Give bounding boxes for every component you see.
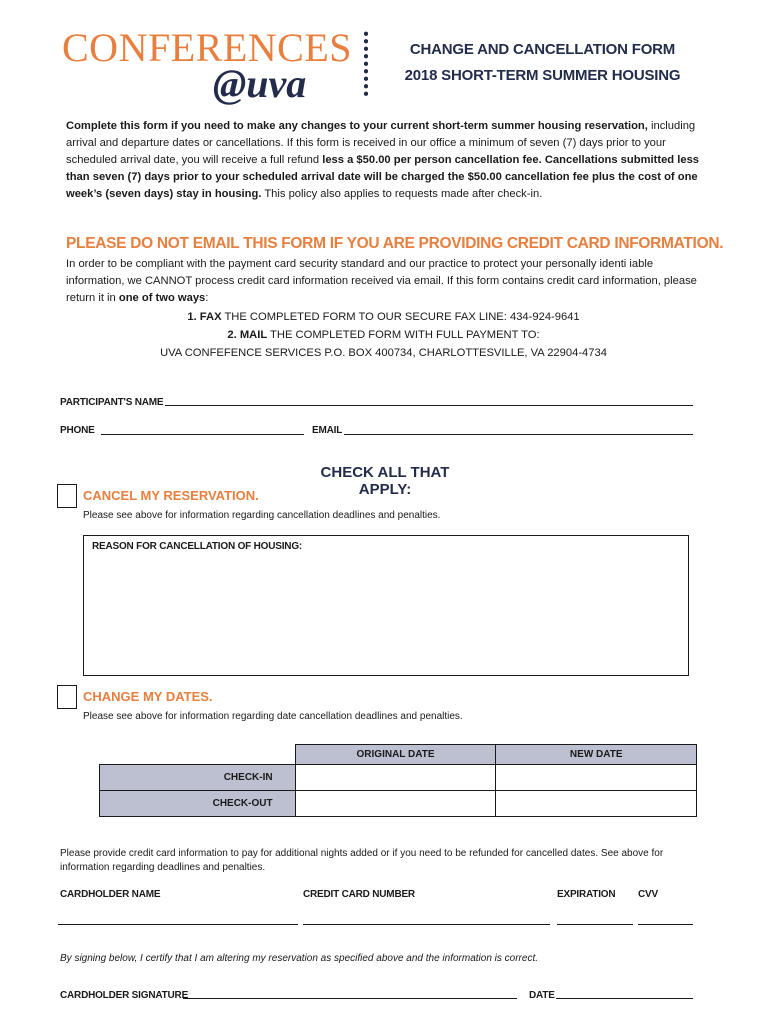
cancel-heading: CANCEL MY RESERVATION. bbox=[83, 488, 259, 503]
email-label: EMAIL bbox=[312, 425, 343, 436]
certification-text: By signing below, I certify that I am altering my reservation as specified above and the information is correct. bbox=[60, 953, 539, 964]
date-change-table bbox=[99, 744, 697, 817]
mail-instruction bbox=[66, 327, 701, 344]
expiration-label: EXPIRATION bbox=[557, 889, 616, 900]
participant-name-field[interactable] bbox=[165, 405, 693, 406]
payment-note: Please provide credit card information to pay for additional nights added or if you need to be refunded for cancelled dates. See above for information regarding deadlines and penalties. bbox=[60, 848, 664, 873]
signature-date-field[interactable] bbox=[556, 998, 693, 999]
checkout-new-field[interactable] bbox=[496, 791, 697, 817]
checkin-original-field[interactable] bbox=[295, 765, 496, 791]
mailing-address: UVA CONFEFENCE SERVICES P.O. BOX 400734, CHARLOTTESVILLE, VA 22904-4734 bbox=[160, 347, 607, 359]
expiration-field[interactable] bbox=[557, 924, 633, 925]
new-date-header: NEW DATE bbox=[496, 745, 697, 765]
policy-text: In order to be compliant with the payment card security standard and our practice to protect your personally identi iable information, we CANNOT process credit card information received via email. If this form contains credit card information, please return it in bbox=[66, 258, 697, 304]
cardholder-name-label: CARDHOLDER NAME bbox=[60, 889, 161, 900]
form-subtitle: 2018 SHORT-TERM SUMMER HOUSING bbox=[404, 67, 681, 84]
mail-bold: 2. MAIL bbox=[227, 329, 268, 341]
cardholder-name-field[interactable] bbox=[58, 924, 298, 925]
change-dates-checkbox[interactable] bbox=[57, 685, 77, 709]
checkout-original-field[interactable] bbox=[295, 791, 496, 817]
original-date-header: ORIGINAL DATE bbox=[295, 745, 496, 765]
fax-bold: 1. FAX bbox=[187, 311, 222, 323]
signature-field[interactable] bbox=[183, 998, 517, 999]
intro-bold-1: Complete this form if you need to make any changes to your current short-term summer housing reservation, bbox=[66, 120, 648, 132]
policy-intro bbox=[66, 118, 701, 203]
email-field[interactable] bbox=[344, 434, 693, 435]
intro-tail: This policy also applies to requests made after check-in. bbox=[261, 188, 543, 200]
form-title: CHANGE AND CANCELLATION FORM bbox=[409, 41, 676, 58]
cvv-field[interactable] bbox=[638, 924, 693, 925]
date-label: DATE bbox=[529, 990, 555, 1001]
fax-instruction bbox=[66, 309, 701, 326]
signature-label: CARDHOLDER SIGNATURE bbox=[60, 990, 189, 1001]
participant-name-label: PARTICIPANT'S NAME bbox=[60, 397, 164, 408]
logo-conferences: CONFERENCES bbox=[62, 25, 352, 70]
intro-text-1: including arrival and departure dates or cancellations. If this form is received in our office a minimum of seven (7) days prior to your scheduled arrival date, you will receive a full refund bbox=[66, 120, 696, 166]
checkin-new-field[interactable] bbox=[496, 765, 697, 791]
mail-text: THE COMPLETED FORM WITH FULL PAYMENT TO: bbox=[267, 329, 540, 341]
phone-label: PHONE bbox=[60, 425, 95, 436]
checkin-label: CHECK-IN bbox=[100, 765, 296, 791]
intro-bold-2: less a $50.00 per person cancellation fee. Cancellations submitted less than seven (7) days prior to your scheduled arrival date will be charged the $50.00 cancellation fee plus the cost of one week’s (seven days) stay in housing. bbox=[66, 154, 700, 200]
cancel-note: Please see above for information regarding cancellation deadlines and penalties. bbox=[83, 510, 441, 521]
reason-label: REASON FOR CANCELLATION OF HOUSING: bbox=[92, 541, 303, 552]
dotted-divider bbox=[363, 30, 369, 98]
fax-text: THE COMPLETED FORM TO OUR SECURE FAX LINE: 434-924-9641 bbox=[221, 311, 580, 323]
cancellation-reason-textarea[interactable] bbox=[83, 535, 689, 676]
change-note: Please see above for information regarding date cancellation deadlines and penalties. bbox=[83, 711, 463, 722]
policy-bold: one of two ways bbox=[118, 292, 206, 304]
card-policy-text bbox=[66, 256, 701, 307]
cvv-label: CVV bbox=[638, 889, 658, 900]
table-corner bbox=[100, 745, 296, 765]
check-all-heading: CHECK ALL THAT APPLY: bbox=[320, 464, 450, 498]
phone-field[interactable] bbox=[101, 434, 304, 435]
logo-at-uva: @uva bbox=[213, 61, 307, 106]
card-number-label: CREDIT CARD NUMBER bbox=[303, 889, 415, 900]
email-warning-heading: PLEASE DO NOT EMAIL THIS FORM IF YOU ARE PROVIDING CREDIT CARD INFORMATION. bbox=[66, 235, 724, 252]
policy-end: : bbox=[205, 292, 209, 304]
change-heading: CHANGE MY DATES. bbox=[83, 689, 213, 704]
cancel-reservation-checkbox[interactable] bbox=[57, 484, 77, 508]
checkout-label: CHECK-OUT bbox=[100, 791, 296, 817]
card-number-field[interactable] bbox=[303, 924, 550, 925]
